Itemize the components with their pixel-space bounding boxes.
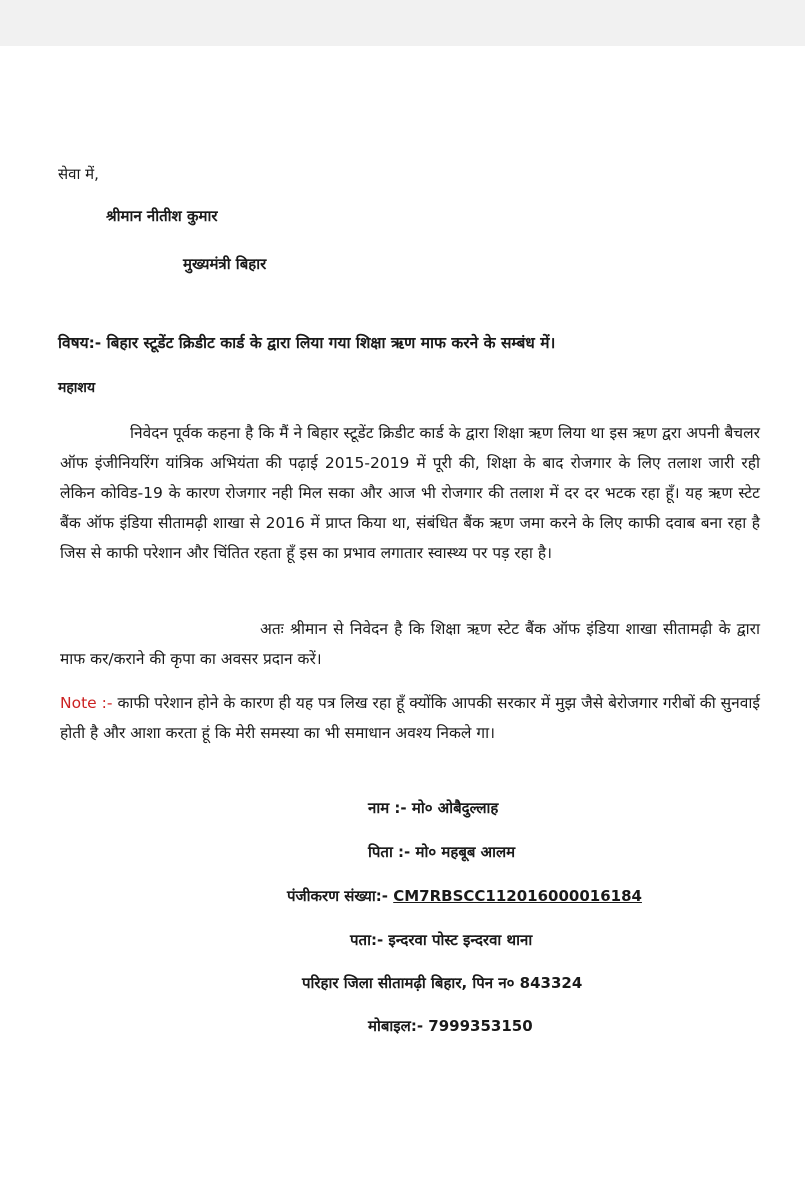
address-line-2: परिहार जिला सीतामढ़ी बिहार, पिन न० 843324 (302, 974, 583, 992)
sender-mobile: मोबाइल:- 7999353150 (368, 1017, 533, 1035)
letter-page (0, 46, 805, 1200)
recipient-name: श्रीमान नीतीश कुमार (106, 207, 218, 225)
greeting: महाशय (58, 380, 96, 396)
body-paragraph-1: निवेदन पूर्वक कहना है कि मैं ने बिहार स्टूडेंट क्रिडीट कार्ड के द्वारा शिक्षा ऋण लिया था इस ऋण द्वरा अपनी बैचलर ऑफ इंजीनियरिंग यांत्रिक अभियंता की पढ़ाई 2015-2019 में पूरी की, शिक्षा के बाद रोजगार के लिए तलाश जारी रही लेकिन कोविड-19 के कारण रोजगार नही मिल सका और आज भी रोजगार की तलाश में दर दर भटक रहा हूँ। यह ऋण स्टेट बैंक ऑफ इंडिया सीतामढ़ी शाखा से 2016 में प्राप्त किया था, संबंधित बैंक ऋण जमा करने के लिए काफी दवाब बना रहा है जिस से काफी परेशान और चिंतित रहता हूँ इस का प्रभाव लगातार स्वास्थ्य पर पड़ रहा है। (60, 424, 760, 562)
body-paragraph-2: अतः श्रीमान से निवेदन है कि शिक्षा ऋण स्टेट बैंक ऑफ इंडिया शाखा सीतामढ़ी के द्वारा माफ कर/कराने की कृपा का अवसर प्रदान करें। (60, 620, 760, 668)
registration (287, 886, 642, 906)
registration-label: पंजीकरण संख्या:- (287, 887, 394, 905)
note-text: काफी परेशान होने के कारण ही यह पत्र लिख रहा हूँ क्योंकि आपकी सरकार में मुझ जैसे बेरोजगार गरीबों की सुनवाई होती है और आशा करता हूं कि मेरी समस्या का भी समाधान अवश्य निकले गा। (60, 694, 761, 742)
salutation: सेवा में, (58, 165, 99, 183)
registration-number: CM7RBSCC112016000016184 (393, 887, 642, 905)
note-label: Note :- (60, 694, 113, 712)
recipient-title: मुख्यमंत्री बिहार (183, 255, 267, 273)
address-line-1: पता:- इन्दरवा पोस्ट इन्दरवा थाना (350, 931, 533, 949)
note-paragraph (60, 688, 760, 748)
subject-line: विषय:- बिहार स्टूडेंट क्रिडीट कार्ड के द्वारा लिया गया शिक्षा ऋण माफ करने के सम्बंध में। (58, 334, 556, 352)
sender-name: नाम :- मो० ओबैदुल्लाह (368, 799, 499, 817)
sender-father: पिता :- मो० महबूब आलम (368, 843, 516, 861)
top-bar (0, 0, 805, 46)
